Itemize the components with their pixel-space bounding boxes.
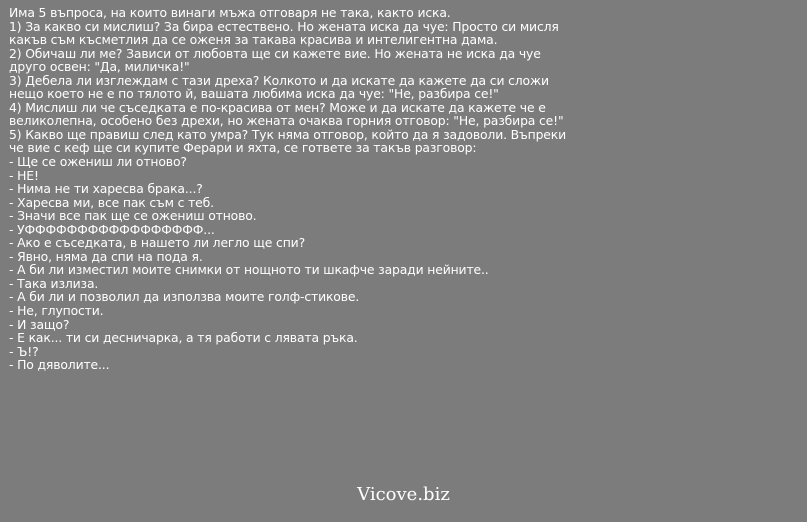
- text-line: - УФФФФФФФФФФФФФФФФФ...: [9, 221, 215, 237]
- text-line: 5) Какво ще правиш след като умра? Тук няма отговор, който да я задоволи. Въпреки: [9, 126, 567, 142]
- text-line: - Ъ!?: [9, 343, 39, 359]
- text-line: - Значи все пак ще се ожениш отново.: [9, 208, 257, 224]
- text-line: - Ще се ожениш ли отново?: [9, 154, 187, 170]
- text-line: 3) Дебела ли изглеждам с тази дреха? Колкото и да искате да кажете да си сложи: [9, 72, 549, 88]
- text-line: - И защо?: [9, 316, 70, 332]
- text-line: - Харесва ми, все пак съм с теб.: [9, 194, 214, 210]
- text-line: - Е как... ти си десничарка, а тя работи с лявата ръка.: [9, 330, 358, 346]
- text-line: - Така излиза.: [9, 275, 99, 291]
- text-line: 4) Мислиш ли че съседката е по-красива от мен? Може и да искате да кажете че е: [9, 99, 546, 115]
- site-watermark: Vicove.biz: [357, 484, 450, 505]
- text-line: 1) За какво си мислиш? За бира естествено. Но жената иска да чуе: Просто си мисля: [9, 18, 559, 34]
- joke-text: [9, 6, 584, 372]
- text-line: нещо което не е по тялото й, вашата любима иска да чуе: "Не, разбира се!": [9, 86, 499, 102]
- text-line: 2) Обичаш ли ме? Зависи от любовта ще си кажете вие. Но жената не иска да чуе: [9, 45, 541, 61]
- text-line: - Нима не ти харесва брака...?: [9, 181, 203, 197]
- text-line: - НЕ!: [9, 167, 39, 183]
- text-line: - А би ли и позволил да използва моите голф-стикове.: [9, 289, 360, 305]
- text-line: друго освен: "Да, миличка!": [9, 59, 190, 75]
- text-line: - Явно, няма да спи на пода я.: [9, 248, 203, 264]
- text-line: - Ако е съседката, в нашето ли легло ще спи?: [9, 235, 305, 251]
- text-line: че вие с кеф ще си купите Ферари и яхта, се гответе за такъв разговор:: [9, 140, 477, 156]
- text-line: - По дяволите...: [9, 357, 110, 373]
- text-line: великолепна, особено без дрехи, но жената очаква горния отговор: "Не, разбира се!": [9, 113, 564, 129]
- text-line: - Не, глупости.: [9, 303, 104, 319]
- text-line: какъв съм късметлия да се оженя за такава красива и интелигентна дама.: [9, 32, 498, 48]
- text-line: Има 5 въпроса, на които винаги мъжа отговаря не така, както иска.: [9, 5, 451, 20]
- text-line: - А би ли изместил моите снимки от нощното ти шкафче заради нейните..: [9, 262, 489, 278]
